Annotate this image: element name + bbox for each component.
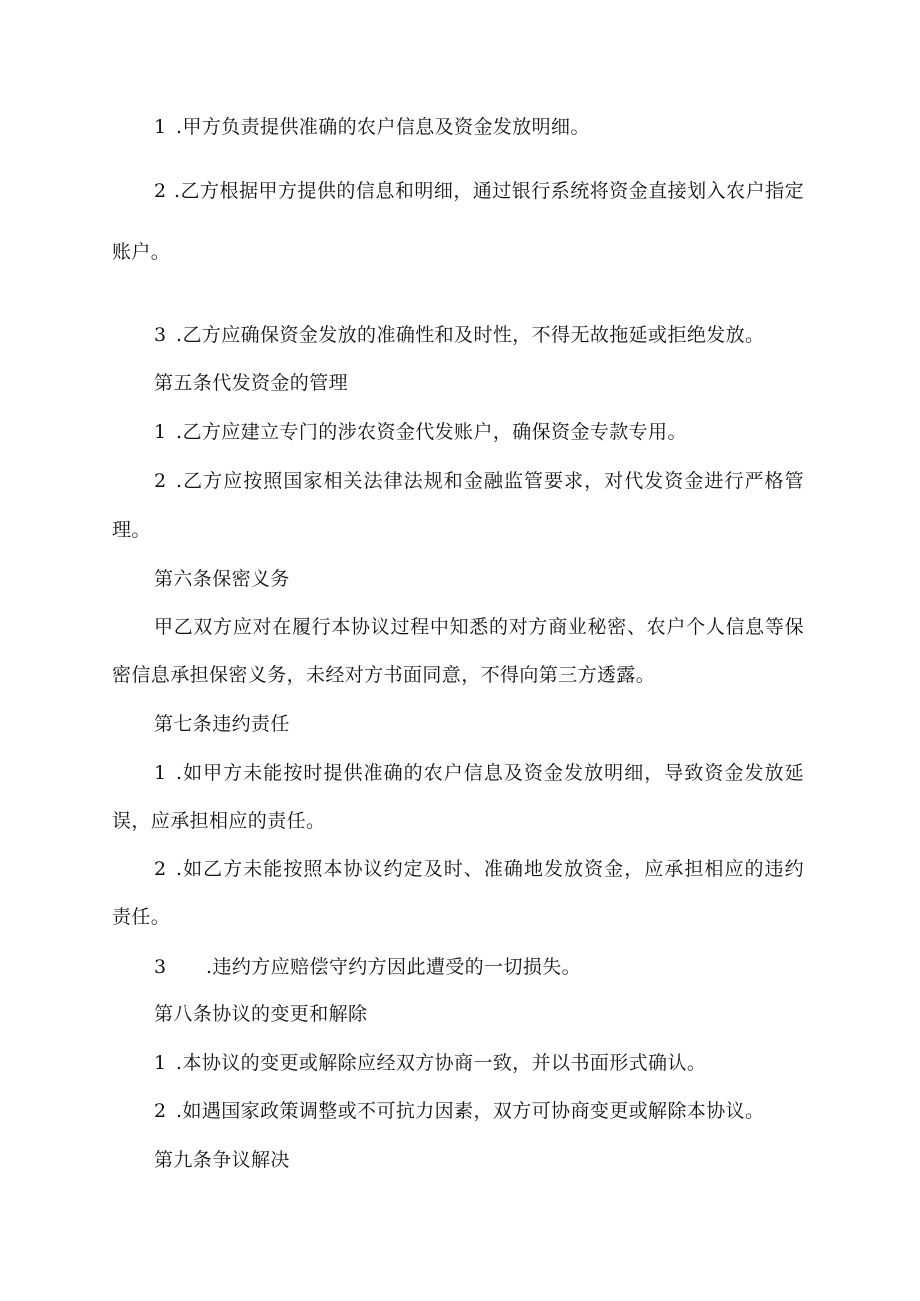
item-text: .如乙方未能按照本协议约定及时、准确地发放资金，应承担相应的违约	[176, 858, 804, 880]
clause-item	[154, 114, 590, 140]
continuation-line: 密信息承担保密义务，未经对方书面同意，不得向第三方透露。	[112, 664, 656, 686]
section-heading: 第九条争议解决	[154, 1149, 290, 1171]
item-text: .乙方根据甲方提供的信息和明细，通过银行系统将资金直接划入农户指定	[174, 180, 804, 202]
item-number: 2	[154, 470, 167, 492]
item-number: 1	[154, 1052, 167, 1074]
item-text: .乙方应按照国家相关法律法规和金融监管要求，对代发资金进行严格管	[176, 470, 804, 492]
item-number: 1	[154, 421, 167, 443]
clause-item	[154, 1098, 764, 1124]
clause-item	[154, 322, 764, 348]
item-number: 1	[154, 116, 167, 138]
continuation-line: 理。	[112, 519, 151, 541]
clause-item	[154, 468, 804, 494]
clause-item	[154, 419, 687, 445]
item-number: 1	[154, 762, 167, 784]
section-heading: 第八条协议的变更和解除	[154, 1003, 368, 1025]
continuation-line: 账户。	[112, 241, 171, 263]
paragraph-line: 甲乙双方应对在履行本协议过程中知悉的对方商业秘密、农户个人信息等保	[154, 616, 804, 638]
item-number: 3	[154, 324, 167, 346]
section-heading: 第五条代发资金的管理	[154, 372, 349, 394]
continuation-line: 误，应承担相应的责任。	[112, 810, 326, 832]
item-text: .甲方负责提供准确的农户信息及资金发放明细。	[176, 116, 590, 138]
clause-item	[154, 760, 804, 786]
item-text: .违约方应赔偿守约方因此遭受的一切损失。	[206, 956, 582, 978]
section-heading: 第七条违约责任	[154, 713, 290, 735]
item-number: 3	[154, 956, 167, 978]
item-text: .乙方应建立专门的涉农资金代发账户，确保资金专款专用。	[176, 421, 687, 443]
clause-item	[154, 954, 581, 980]
clause-item	[154, 1050, 706, 1076]
item-text: .如遇国家政策调整或不可抗力因素，双方可协商变更或解除本协议。	[176, 1100, 765, 1122]
item-number: 2	[154, 858, 167, 880]
item-text: .如甲方未能按时提供准确的农户信息及资金发放明细，导致资金发放延	[176, 762, 804, 784]
item-text: .本协议的变更或解除应经双方协商一致，并以书面形式确认。	[176, 1052, 707, 1074]
clause-item	[154, 856, 804, 882]
continuation-line: 责任。	[112, 906, 171, 928]
item-text: .乙方应确保资金发放的准确性和及时性，不得无故拖延或拒绝发放。	[176, 324, 765, 346]
clause-item	[154, 178, 804, 204]
section-heading: 第六条保密义务	[154, 568, 290, 590]
item-number: 2	[154, 180, 167, 202]
item-number: 2	[154, 1100, 167, 1122]
